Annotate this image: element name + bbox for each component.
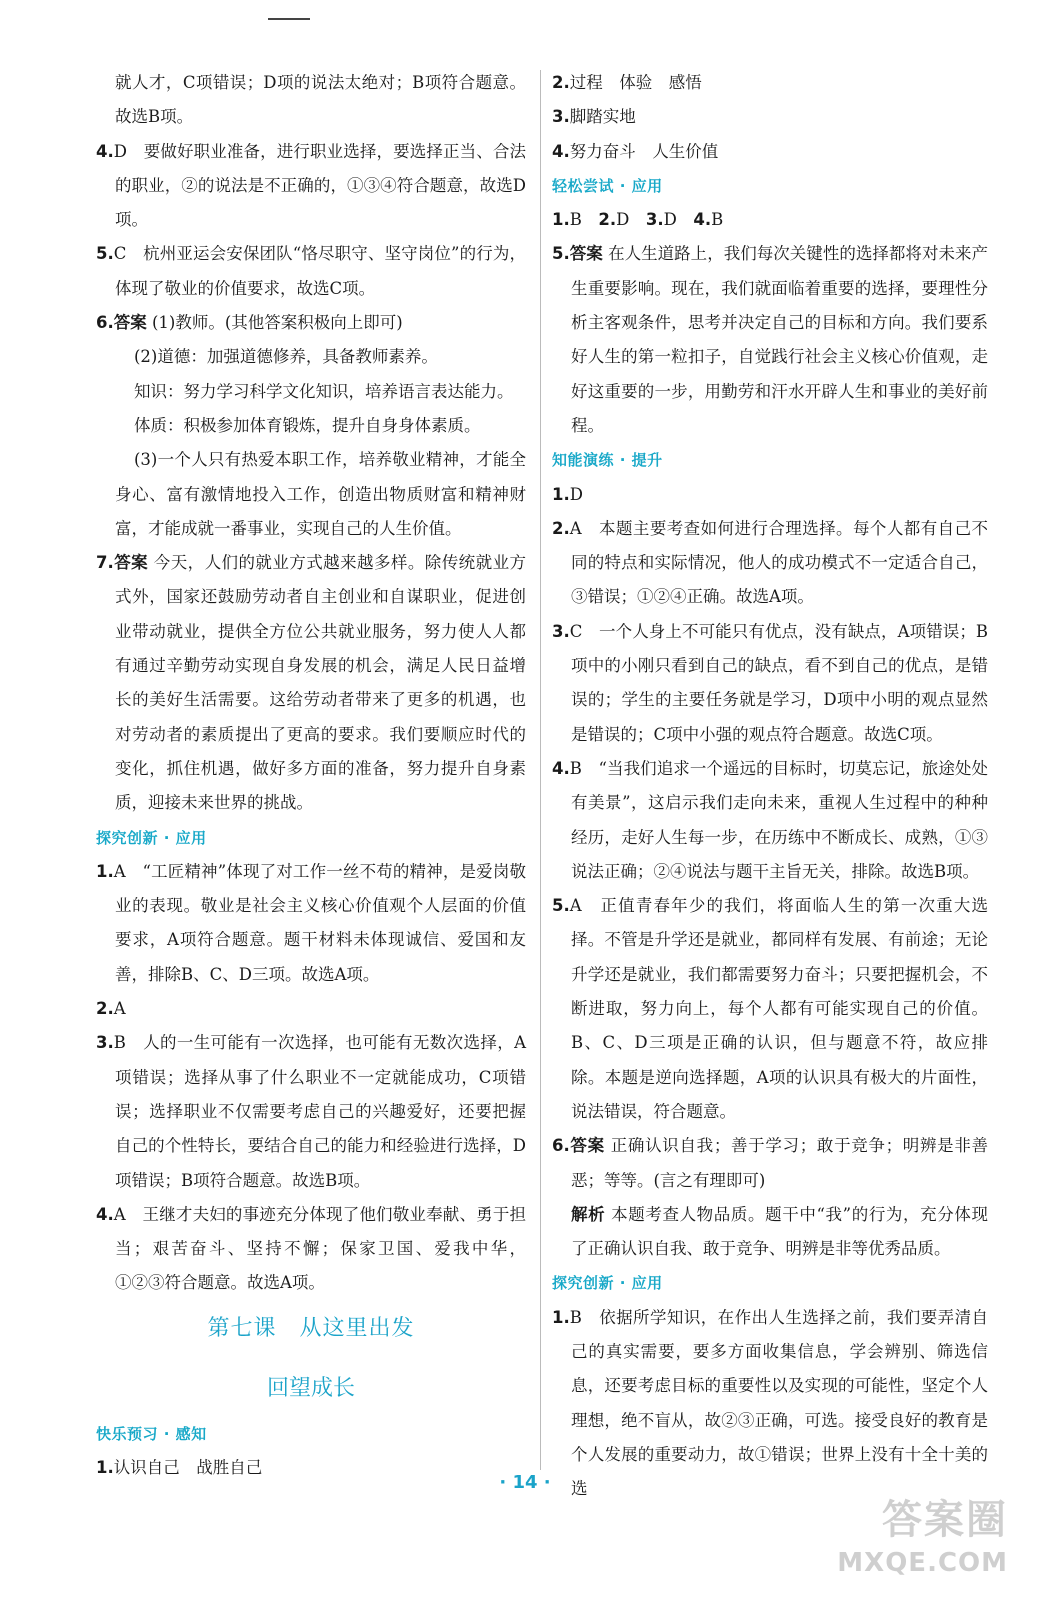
practice-item-1: 1.D [552,484,583,504]
practice-item-5: 5.A 正值青春年少的我们，将面临人生的第一次重大选择。不管是升学还是就业，都同样有发展、有前途；无论升学还是就业，我们都需要努力奋斗；只要把握机会，不断进取，努力向上，每个人都有可能实现自己的价值。B、C、D三项是正确的认识，但与题意不符，故应排除。本题是逆向选择题，A项的认识具有极大的片面性，说法错误，符合题意。 [552,896,988,1121]
answer-item-6-part3: (3)一个人只有热爱本职工作，培养敬业精神，才能全身心、富有激情地投入工作，创造出物质财富和精神财富，才能成就一番事业，实现自己的人生价值。 [115,450,526,538]
site-watermark [837,1488,1008,1578]
answer-tag: 答案 [569,1136,605,1156]
answer-item-7: 7.答案 今天，人们的就业方式越来越多样。除传统就业方式外，国家还鼓励劳动者自主创业和自谋职业，促进创业带动就业，提供全方位公共就业服务，努力使人人都有通过辛勤劳动实现自身发展的机会，满足人民日益增长的美好生活需要。这给劳动者带来了更多的机遇，也对劳动者的素质提出了更高的要求。我们要顺应时代的变化，抓住机遇，做好多方面的准备，努力提升自身素质，迎接未来世界的挑战。 [96,553,527,813]
answer-item-6-part2: (2)道德：加强道德修养，具备教师素养。 [134,347,438,367]
practice-item-4: 4.B “当我们追求一个遥远的目标时，切莫忘记，旅途处处有美景”，这启示我们走向未来，重视人生过程中的种种经历，走好人生每一步，在历练中不断成长、成熟，①③说法正确；②④说法与题干主旨无关，排除。故选B项。 [552,758,988,881]
watermark-logo-text: 答案圈 [882,1497,1008,1543]
practice-item-2: 2.A 本题主要考查如何进行合理选择。每个人都有自己不同的特点和实际情况，他人的成功模式不一定适合自己，③错误；①②④正确。故选A项。 [552,518,988,607]
answer-item-4: 4.D 要做好职业准备，进行职业选择，要选择正当、合法的职业，②的说法是不正确的，①③④符合题意，故选D项。 [96,141,526,230]
answer-tag: 答案 [569,244,603,264]
analysis-tag: 解析 [571,1204,606,1224]
section-heading: 探究创新 · 应用 [96,828,207,847]
explore-item-3: 3.B 人的一生可能有一次选择，也可能有无数次选择，A项错误；选择从事了什么职业不一定就能成功，C项错误；选择职业不仅需要考虑自己的兴趣爱好，还要把握自己的个性特长，要结合自己的能力和经验进行选择，D项错误；B项符合题意。故选B项。 [96,1033,526,1190]
header-rule [268,18,310,20]
lesson-subtitle: 回望成长 [266,1375,355,1401]
answer-item-6-knowledge: 知识：努力学习科学文化知识，培养语言表达能力。 [134,381,514,401]
preview-item-1: 1.认识自己 战胜自己 [96,1457,263,1477]
answer-tag: 答案 [113,553,149,573]
page-number: · 14 · [499,1472,551,1493]
answer-item-6-physique: 体质：积极参加体育锻炼，提升自身身体素质。 [134,415,481,435]
section-heading: 知能演练 · 提升 [552,451,663,470]
answer-tag: 答案 [113,313,147,333]
preview-item-2: 2.过程 体验 感悟 [552,73,702,92]
answer-item-5: 5.C 杭州亚运会安保团队“恪尽职守、坚守岗位”的行为，体现了敬业的价值要求，故选C项。 [96,244,526,298]
practice-item-3: 3.C 一个人身上不可能只有优点，没有缺点，A项错误；B项中的小刚只看到自己的缺点，看不到自己的优点，是错误的；学生的主要任务就是学习，D项中小明的观点显然是错误的；C项中小强的观点符合题意。故选C项。 [552,621,988,744]
section-heading: 轻松尝试 · 应用 [552,176,663,195]
preview-item-4: 4.努力奋斗 人生价值 [552,141,719,161]
section-heading: 快乐预习 · 感知 [96,1424,207,1443]
preview-item-3: 3.脚踏实地 [552,107,636,127]
section-heading: 探究创新 · 应用 [552,1274,663,1293]
explore-item-1: 1.A “工匠精神”体现了对工作一丝不苟的精神，是爱岗敬业的表现。敬业是社会主义核心价值观个人层面的价值要求，A项符合题意。题干材料未体现诚信、爱国和友善，排除B、C、D三项。故选A项。 [96,861,526,984]
explore-item-1-right: 1.B 依据所学知识，在作出人生选择之前，我们要弄清自己的真实需要，要多方面收集信息，学会辨别、筛选信息，还要考虑目标的重要性以及实现的可能性，坚定个人理想，绝不盲从，故②③正确，可选。接受良好的教育是个人发展的重要动力，故①错误；世界上没有十全十美的选 [552,1307,988,1499]
right-column [552,66,988,1506]
watermark-domain: MXQE.COM [837,1548,1008,1578]
left-column [96,66,526,1485]
explore-item-4: 4.A 王继才夫妇的事迹充分体现了他们敬业奉献、勇于担当；艰苦奋斗、坚持不懈；保家卫国、爱我中华，①②③符合题意。故选A项。 [96,1204,526,1293]
column-divider [540,70,541,1470]
lesson-title: 第七课 从这里出发 [207,1315,415,1341]
explore-item-2: 2.A [96,999,126,1019]
practice-item-6-analysis: 解析 本题考查人物品质。题干中“我”的行为，充分体现了正确认识自我、敢于竞争、明辨是非等优秀品质。 [571,1204,989,1259]
try-answers-row: 1.B 2.D 3.D 4.B [552,210,724,230]
answer-continuation: 就人才，C项错误；D项的说法太绝对；B项符合题意。故选B项。 [115,73,526,127]
practice-item-6: 6.答案 正确认识自我；善于学习；敢于竞争；明辨是非善恶；等等。(言之有理即可) [552,1136,989,1190]
try-item-5: 5.答案 在人生道路上，我们每次关键性的选择都将对未来产生重要影响。现在，我们就面临着重要的选择，要理性分析主客观条件，思考并决定自己的目标和方向。我们要系好人生的第一粒扣子，自觉践行社会主义核心价值观，走好这重要的一步，用勤劳和汗水开辟人生和事业的美好前程。 [552,244,989,435]
answer-item-6: 6.答案 (1)教师。(其他答案积极向上即可) [96,313,403,333]
